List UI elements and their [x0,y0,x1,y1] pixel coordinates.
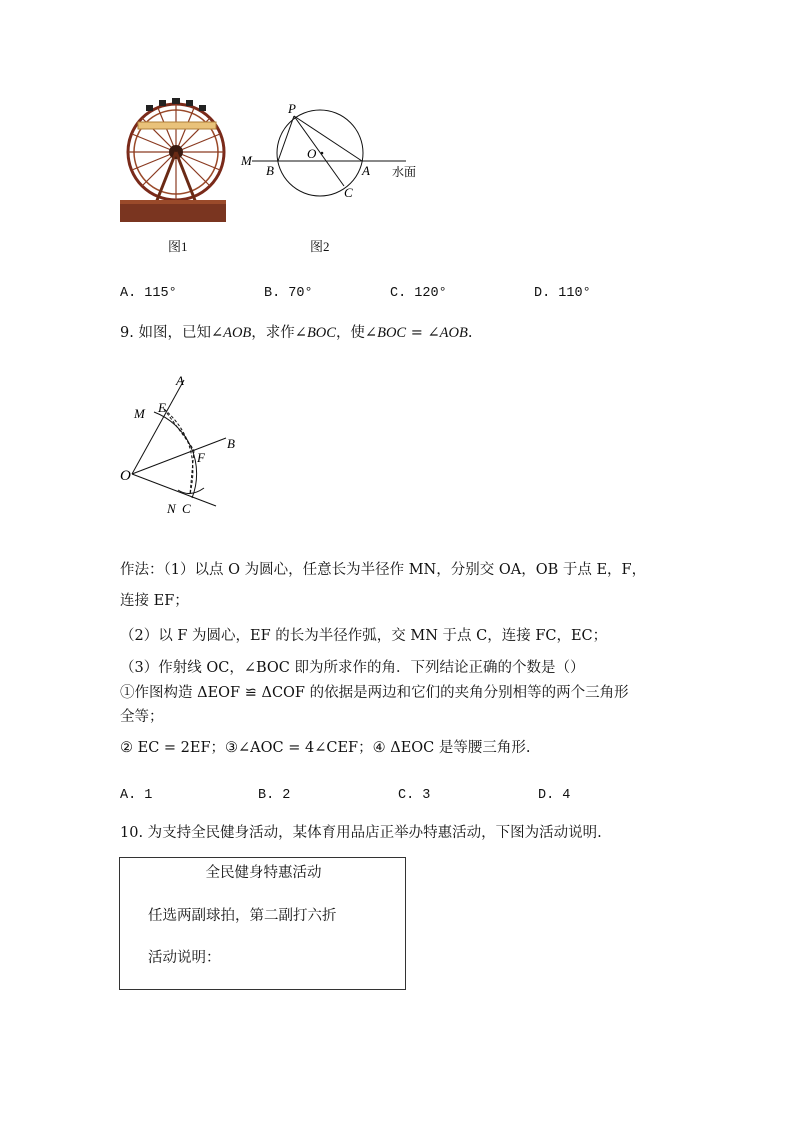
water-wheel-illustration [120,96,226,222]
q9-option-b: B. 2 [258,788,291,803]
q9-conclusion-line-1: ①作图构造 ΔEOF ≌ ΔCOF 的依据是两边和它们的夹角分别相等的两个三角形 [120,685,629,701]
ray-ob [132,438,226,474]
label-m: M [241,153,252,168]
q9-method-line-3: （2）以 F 为圆心，EF 的长为半径作弧，交 MN 于点 C，连接 FC，EC； [120,628,608,644]
label-a: A [362,163,370,178]
q9-method-line-4: （3）作射线 OC，∠BOC 即为所求作的角．下列结论正确的个数是（） [120,660,585,676]
label-b: B [266,163,274,178]
label-f: F [197,450,205,465]
q8-option-c: C. 120° [390,286,447,301]
q9-conclusion-line-3: ② EC = 2EF；③∠AOC = 4∠CEF；④ ΔEOC 是等腰三角形. [120,740,531,756]
label-o: O [307,146,317,161]
label-c: C [182,501,191,516]
label-m: M [134,406,145,421]
label-water-surface: 水面 [392,165,417,179]
label-e: E [158,400,166,415]
q9-method-line-1: 作法：（1）以点 O 为圆心，任意长为半径作 MN，分别交 OA，OB 于点 E，F， [120,562,647,578]
q8-option-d: D. 110° [534,286,591,301]
q8-option-a: A. 115° [120,286,177,301]
q9-stem: 9. 如图，已知∠AOB，求作∠BOC，使∠BOC = ∠AOB. [120,325,473,341]
circle-waterline-diagram [238,98,428,208]
promotion-box [119,857,406,990]
figure-1-caption: 图1 [168,239,188,254]
label-n: N [167,501,176,516]
figure-1-photo [120,96,226,222]
q9-option-c: C. 3 [398,788,431,803]
figure-2-caption: 图2 [310,239,330,254]
q9-figure [112,372,252,520]
label-b: B [227,436,235,451]
promotion-line-1: 任选两副球拍，第二副打六折 [148,908,337,924]
q9-option-a: A. 1 [120,788,153,803]
figure-2 [238,98,428,208]
label-a: A [176,373,184,388]
label-p: P [288,101,296,116]
q8-option-b: B. 70° [264,286,313,301]
promotion-line-2: 活动说明： [148,950,221,966]
q9-method-line-2: 连接 EF； [120,593,189,609]
label-o: O [120,468,131,484]
label-c: C [344,185,353,200]
ray-oa [132,380,184,474]
q10-stem: 10. 为支持全民健身活动，某体育用品店正举办特惠活动，下图为活动说明. [120,825,602,841]
promotion-title: 全民健身特惠活动 [205,865,322,881]
q9-option-d: D. 4 [538,788,571,803]
angle-construction-diagram [112,372,252,520]
q9-conclusion-line-2: 全等； [120,709,164,725]
